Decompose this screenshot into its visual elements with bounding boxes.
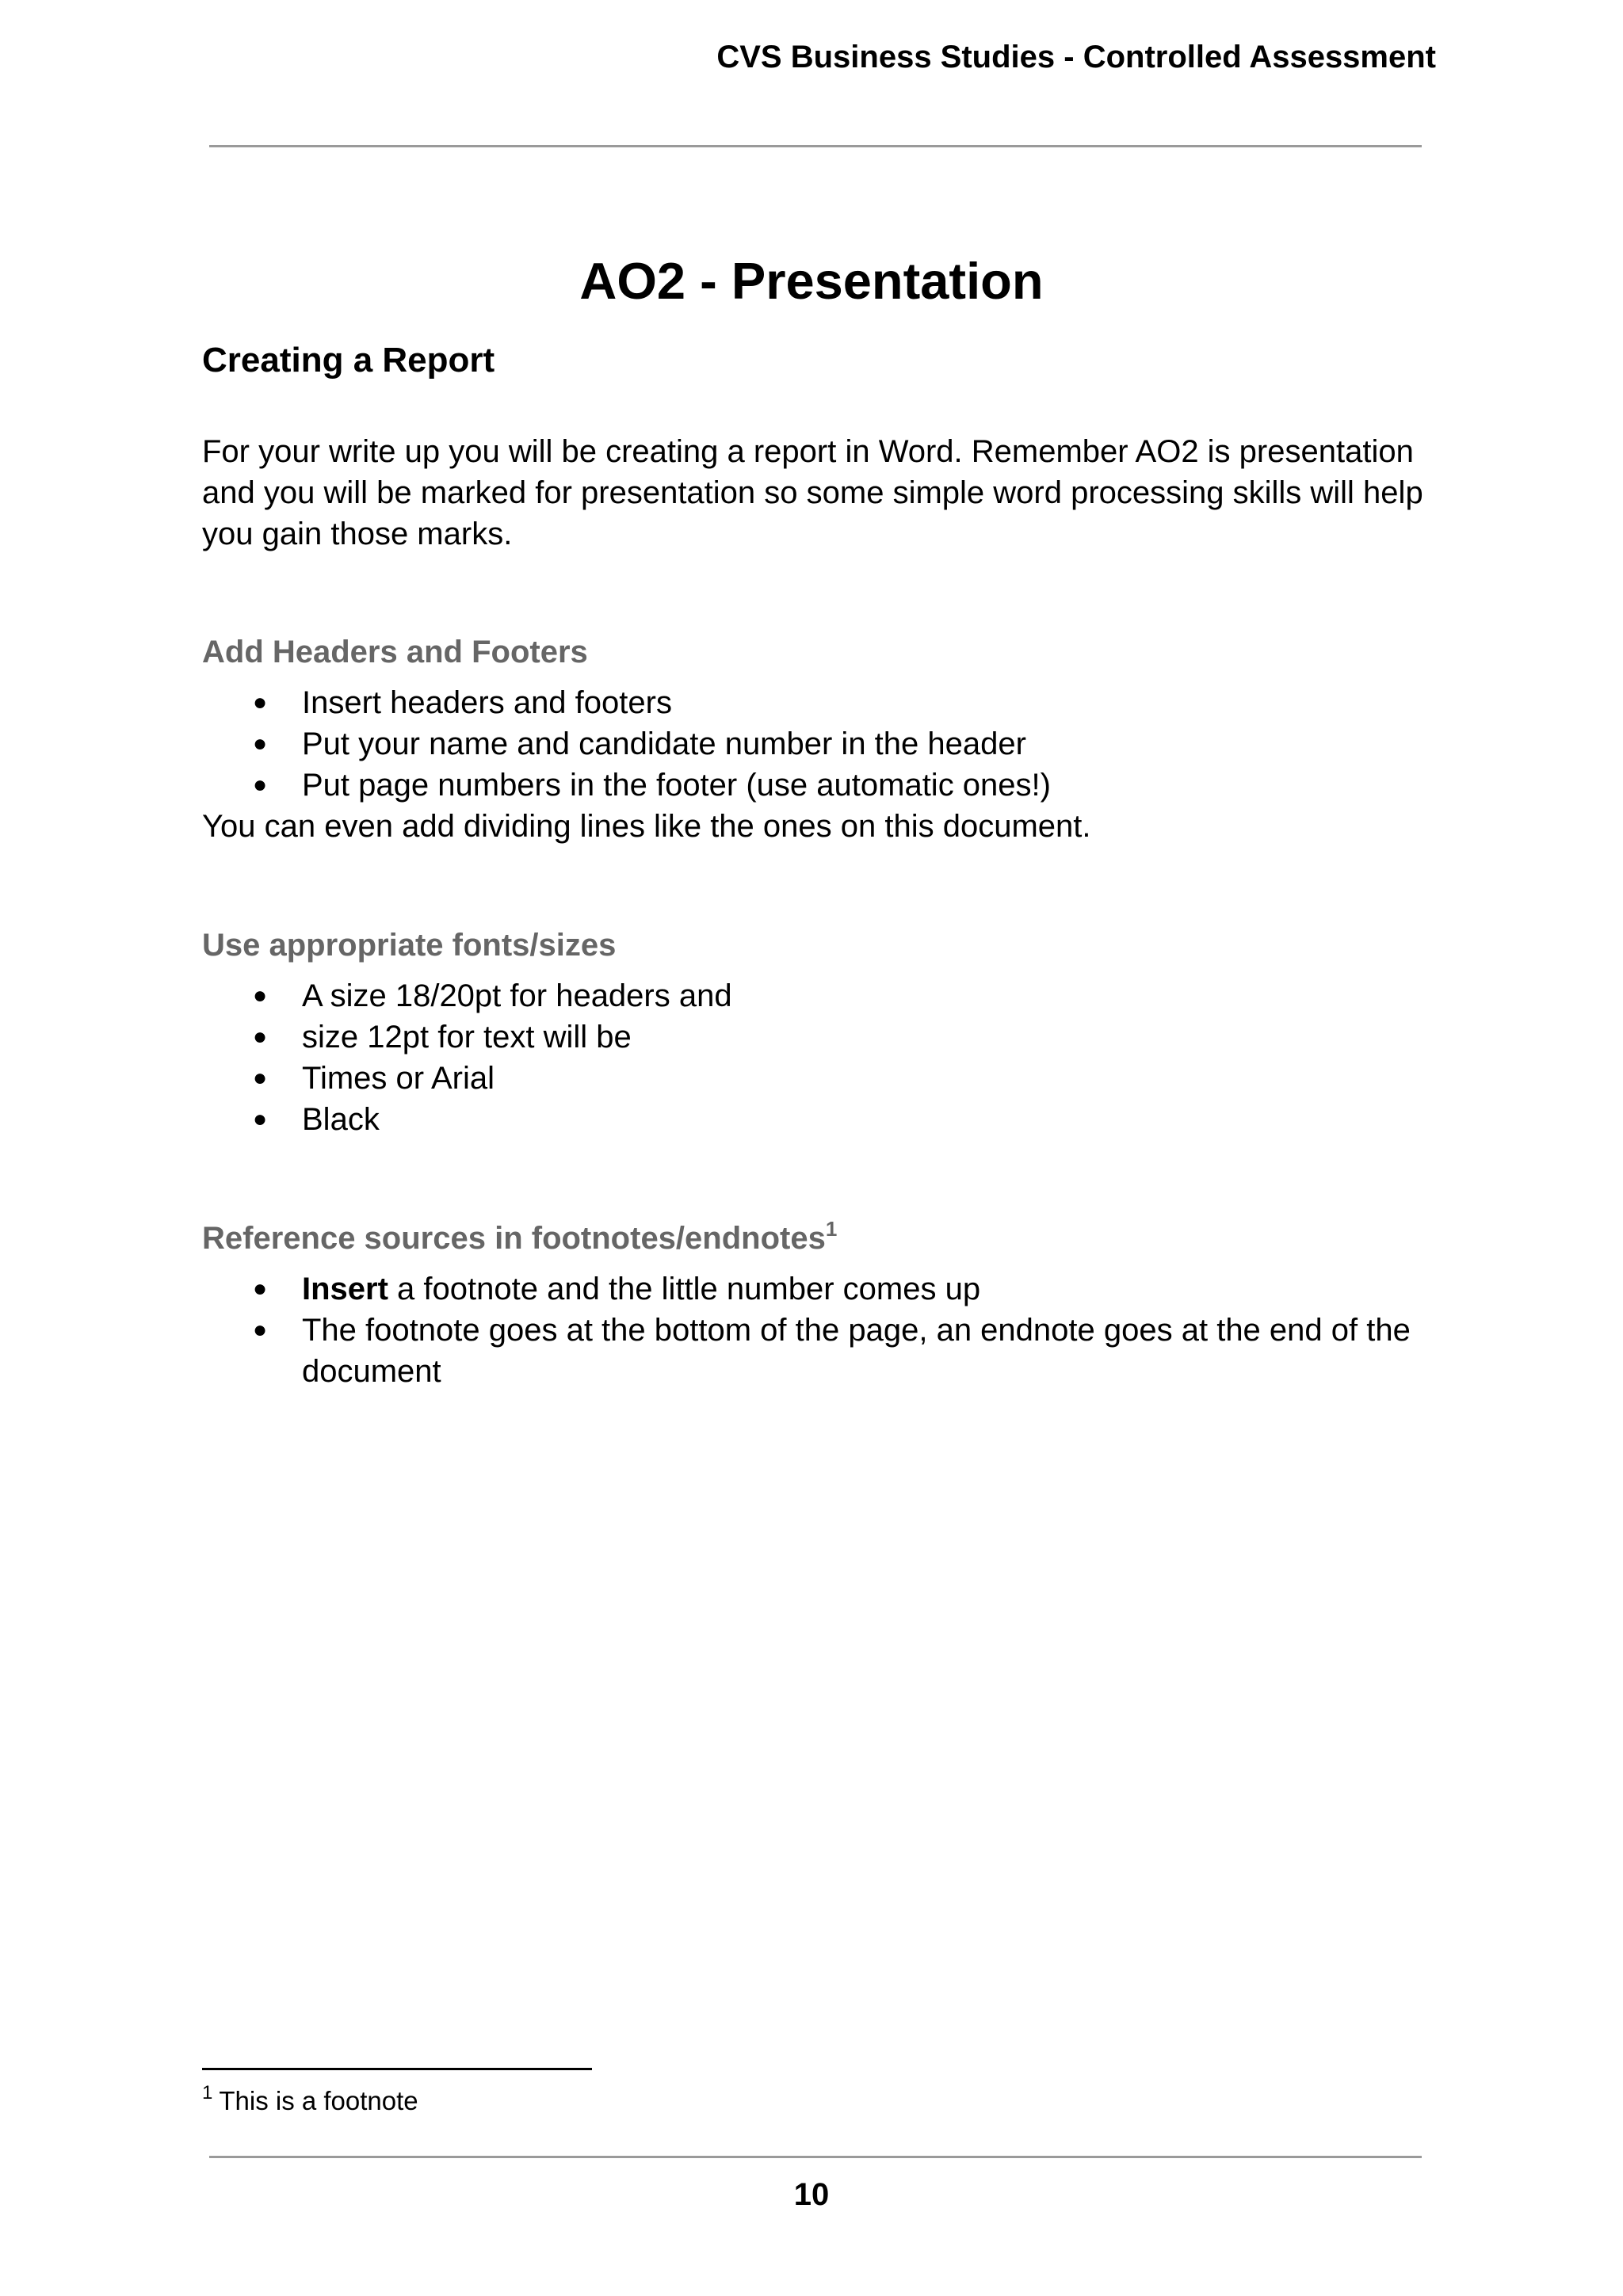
- list-item: [202, 1099, 1438, 1140]
- list-item-text: A size 18/20pt for headers and: [302, 978, 732, 1013]
- footnote-text: This is a footnote: [219, 2086, 418, 2115]
- list-item: [202, 1058, 1438, 1099]
- footnote-marker: 1: [202, 2082, 213, 2103]
- intro-paragraph: For your write up you will be creating a report in Word. Remember AO2 is presentation and you will be marked for presentation so some simple word processing skills will help you gain those marks.: [202, 434, 1423, 551]
- header-divider: [209, 145, 1422, 147]
- page-number: 10: [793, 2177, 830, 2212]
- bullet-icon: ●: [253, 1317, 268, 1343]
- list-item: [202, 975, 1438, 1016]
- list-item-text: a footnote and the little number comes up: [388, 1272, 981, 1306]
- bullet-list-headers-footers: [202, 682, 1438, 806]
- footer-divider: [209, 2156, 1422, 2158]
- bullet-icon: ●: [253, 1065, 268, 1091]
- list-item: [202, 765, 1438, 806]
- dividing-lines-note: You can even add dividing lines like the ones on this document.: [202, 809, 1091, 844]
- bullet-icon: ●: [253, 689, 268, 715]
- list-item: [202, 723, 1438, 765]
- section-heading-headers-footers: Add Headers and Footers: [202, 635, 588, 669]
- bullet-list-references: [202, 1268, 1438, 1392]
- bullet-icon: ●: [253, 1106, 268, 1132]
- running-header: CVS Business Studies - Controlled Assessment: [716, 40, 1436, 74]
- list-item-text: Times or Arial: [302, 1061, 495, 1096]
- bullet-icon: ●: [253, 772, 268, 798]
- list-item: [202, 1268, 1438, 1310]
- list-item-text: The footnote goes at the bottom of the page, an endnote goes at the end of the document: [302, 1313, 1411, 1389]
- section-subtitle: Creating a Report: [202, 341, 495, 379]
- list-item: [202, 1310, 1438, 1392]
- section-heading-references: [202, 1218, 1438, 1259]
- bullet-icon: ●: [253, 730, 268, 757]
- section-heading-fonts-sizes: Use appropriate fonts/sizes: [202, 928, 617, 963]
- list-item-text: Put your name and candidate number in the header: [302, 727, 1026, 761]
- list-item: [202, 682, 1438, 723]
- list-item-text: Insert headers and footers: [302, 685, 672, 720]
- page-title: AO2 - Presentation: [579, 251, 1044, 310]
- list-item-text: size 12pt for text will be: [302, 1020, 632, 1055]
- list-item: [202, 1016, 1438, 1058]
- bullet-icon: ●: [253, 982, 268, 1009]
- bullet-list-fonts-sizes: [202, 975, 1438, 1140]
- footnote: [202, 2082, 418, 2117]
- footnote-reference-marker: 1: [825, 1217, 838, 1241]
- bullet-icon: ●: [253, 1024, 268, 1050]
- footnote-separator: [202, 2068, 592, 2070]
- bullet-icon: ●: [253, 1276, 268, 1302]
- section-heading-text: Reference sources in footnotes/endnotes: [202, 1221, 826, 1256]
- list-item-text: Black: [302, 1102, 380, 1137]
- document-body: [202, 335, 1438, 1392]
- list-item-bold-text: Insert: [302, 1272, 388, 1306]
- list-item-text: Put page numbers in the footer (use automatic ones!): [302, 768, 1051, 803]
